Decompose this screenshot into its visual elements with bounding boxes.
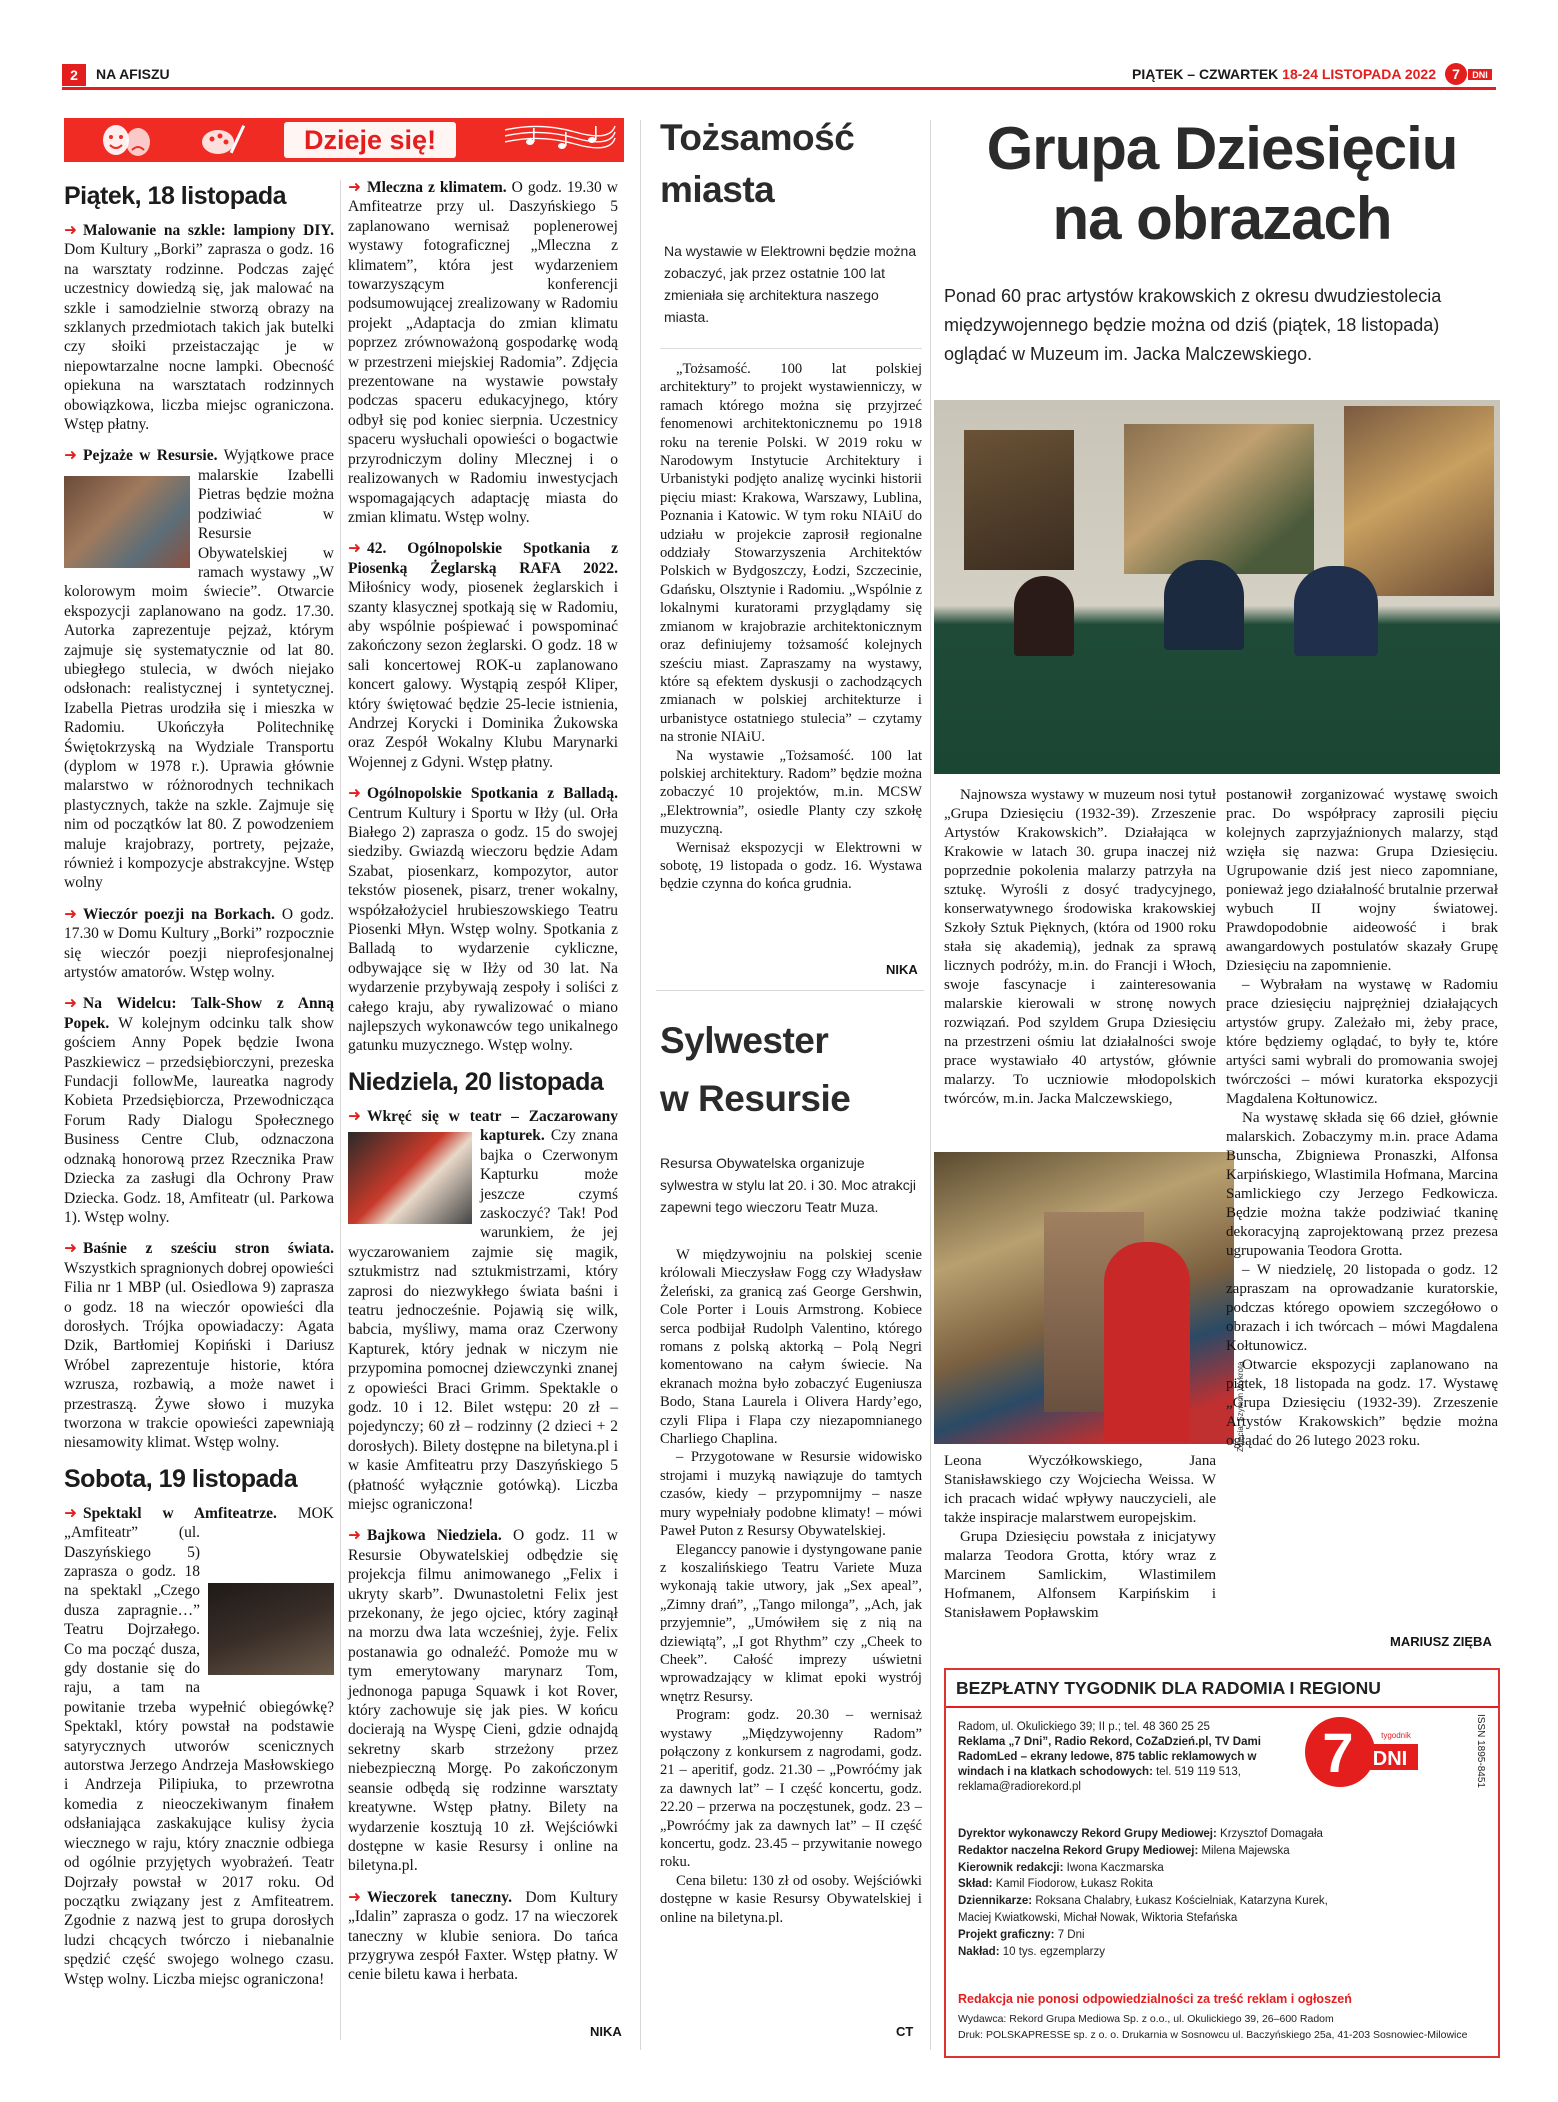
dateline-year: 2022 <box>1400 66 1436 82</box>
logo-number: 7 <box>1322 1721 1354 1784</box>
event-item: ➜ Mleczna z klimatem. O godz. 19.30 w Amfiteatrze przy ul. Daszyńskiego 5 zaplanowano wernisaż poplenerowej wystawy fotograficznej „Mleczna z klimatem”, która jest wydarzeniem towarzyszącym konferencji podsumowującej zrealizowany w Radomiu projekt „Adaptacja do zmian klimatu poprzez zrównoważoną gospodarkę wodą w przestrzeni miejskiej Radomia”. Zdjęcia prezentowane na wystawie powstały podczas spaceru edukacyjnego, który odbył się pod koniec sierpnia. Uczestnicy spaceru wysłuchali opowieści o bogactwie przyrodniczym doliny Mlecznej i o realizowanych w Radomiu inwestycjach wspomagających adaptację miasta do zmian klimatu. Wstęp wolny. <box>348 178 618 526</box>
grupa-col1-top: Najnowsza wystawy w muzeum nosi tytuł „Grupa Dziesięciu (1932-39). Zrzeszenie Artystów Krakowskich”. Działająca w Krakowie w latach 30. grupa inaczej niż poprzednie pokolenia malarzy patrzyła na sztukę. Wyrośli z dosyć tradycyjnego, konserwatywnego środowiska krakowskiej Szkoły Sztuk Pięknych, (która od 1900 roku stała się akademią), jednak za sprawą licznych podróży, m.in. do Francji i Włoch, swoje fascynacje i zainteresowania malarskie kierowali w stronę nowych rozwiązań. Pod szyldem Grupa Dziesięciu na przestrzeni ośmiu lat działalności swoje prace wystawiało 40 artystów, głównie malarzy. To uczniowie młodopolskich twórców, m.in. Jacka Malczewskiego, <box>944 787 1216 1107</box>
divider <box>660 348 922 349</box>
disclaimer: Redakcja nie ponosi odpowiedzialności za treść reklam i ogłoszeń <box>958 1992 1352 2006</box>
masthead-box <box>944 1668 1500 2058</box>
saturday-heading: Sobota, 19 listopada <box>64 1464 298 1493</box>
issn: ISSN 1895-8451 <box>1475 1714 1486 1788</box>
page-number: 2 <box>62 64 86 86</box>
top-bar <box>62 62 1496 90</box>
arrow-icon: ➜ <box>348 1106 361 1125</box>
event-item: ➜ Wieczorek taneczny. Dom Kultury „Idalin” zaprasza o godz. 17 na wieczorek taneczny w klubie seniora. Do tańca przygrywa zespół Faxter. Wstęp płatny. W cenie biletu kawa i herbata. <box>348 1887 619 1984</box>
banner-title: Dzieje się! <box>284 122 456 158</box>
column-rule <box>930 120 931 2050</box>
dateline-days: PIĄTEK – CZWARTEK <box>1132 66 1283 82</box>
arrow-icon: ➜ <box>64 1239 77 1258</box>
arrow-icon: ➜ <box>64 904 77 923</box>
svg-text:DNI: DNI <box>1472 70 1488 80</box>
painting-frame <box>1124 424 1314 574</box>
painting-photo <box>64 476 190 568</box>
person-silhouette <box>1164 560 1244 650</box>
arrow-icon: ➜ <box>64 994 77 1013</box>
logo-7dni-icon <box>1302 1714 1422 1790</box>
friday-events <box>64 221 334 1453</box>
music-notes-icon <box>500 120 620 160</box>
arrow-icon: ➜ <box>348 1887 361 1906</box>
staff-row: Projekt graficzny: 7 Dni <box>958 1928 1085 1941</box>
publisher-line: Wydawca: Rekord Grupa Mediowa Sp. z o.o., ul. Okulickiego 39, 26–600 Radom <box>958 2013 1334 2025</box>
person-silhouette <box>1014 576 1074 656</box>
svg-text:7: 7 <box>1452 66 1460 82</box>
print-line: Druk: POLSKAPRESSE sp. z o. o. Drukarnia w Sosnowcu ul. Baczyńskiego 25a, 41-203 Sosnowiec-Milowice <box>958 2029 1468 2041</box>
press-conference-photo <box>934 400 1500 774</box>
sylwester-deck: Resursa Obywatelska organizuje sylwestra w stylu lat 20. i 30. Moc atrakcji zapewni tego wieczoru Teatr Muza. <box>660 1155 916 1215</box>
arrow-icon: ➜ <box>348 178 361 196</box>
event-item: ➜ Bajkowa Niedziela. O godz. 11 w Resursie Obywatelskiej odbędzie się projekcja filmu animowanego „Felix i ukryty skarb”. Dwunastoletni Felix jest przekonany, że jego ojciec, który zaginął na morzu dwa lata wcześniej, żyje. Felix postanawia go odnaleźć. Pomoże mu w tym emerytowany marynarz Tom, jednonoga papuga Squawk i kot Rover, który zachowuje się jak pies. W końcu docierają na Wyspę Cieni, gdzie odnajdą sekretny skarb strzeżony przez niebezpieczną Morgę. Po zakończonym seansie odbędą się rodzinne warsztaty kreatywne. Wstęp płatny. Bilety na wydarzenie kosztują 10 zł. Wejściówki dostępne w kasie Resursy i online na biletyna.pl. <box>348 1526 619 1875</box>
staff-row: Skład: Kamil Fiodorow, Łukasz Rokita <box>958 1878 1153 1891</box>
sylwester-article <box>660 1012 922 1927</box>
events-banner <box>64 118 624 162</box>
events-column-1 <box>64 178 334 2001</box>
event-item: ➜ Malowanie na szkle: lampiony DIY. Dom Kultury „Borki” zaprasza o godz. 16 na warsztaty rodzinne. Podczas zajęć uczestnicy dowiedzą się, jak malować na szkle i samodzielnie stworzą obrazy na szklanych przedmiotach takich jak butelki czy słoiki przeistaczając je w niepowtarzalne nocne lampki. Obecność opiekuna na warsztatach rodzinnych obowiązkowa, liczba miejsc ograniczona. Wstęp płatny. <box>64 221 334 434</box>
sylwester-signature: CT <box>896 2024 914 2039</box>
tozsamosc-body: „Tożsamość. 100 lat polskiej architektury” to projekt wystawienniczy, w ramach którego można się przyjrzeć fenomenowi architektonicznemu po 1918 roku na terenie Polski. W 2019 roku w Narodowym Instytucie Architektury i Urbanistyki podjęto analizę wycinki historii pięciu miast: Krakowa, Warszawy, Lublina, Poznania i Katowic. W tym roku NIAiU do udziału w projekcie zaprosił regionalne oddziały Stowarzyszenia Architektów Polskich w Bydgoszczy, Łodzi, Szczecinie, Gdańsku, Olsztynie i Radomiu. „Wspólnie z lokalnymi kuratorami przyglądamy się zmianom w krajobrazie architektonicznym oraz definiujemy tożsamość kolejnych sześciu miast. Zapraszamy na wystawy, które są efektem dyskusji o zachodzących zmianach w polskiej architekturze i urbanistyce ostatniego stulecia” – czytamy na stronie NIAiU. Na wystawie „Tożsamość. 100 lat polskiej architektury. Radom” będzie można zobaczyć 10 projektów, m.in. MCSW „Elektrownia”, osiedle Planty czy szkołę muzyczną. Wernisaż ekspozycji w Elektrowni w sobotę, 19 listopada o godz. 16. Wystawa będzie czynna do końca grudnia. <box>660 361 922 893</box>
event-item: ➜ Ogólnopolskie Spotkania z Balladą. Centrum Kultury i Sportu w Iłży (ul. Orła Białego 2) zaprasza o godz. 15 do swojej siedziby. Gwiazdą wieczoru będzie Adam Szabat, piosenkarz, kompozytor, autor tekstów piosenek, pisarz, trener wokalny, współzałożyciel hrubieszowskiego Teatru Piosenki Młyn. Wstęp wolny. Spotkania z Balladą to wydarzenie cykliczne, odbywające się w Iłży od 30 lat. Na wydarzenie przybywają zespoły i soliści z całego kraju, aby rywalizować o miano najlepszych wykonawców tego unikalnego gatunku muzycznego. Wstęp wolny. <box>348 784 618 1055</box>
dateline-dates: 18-24 LISTOPADA <box>1282 66 1401 82</box>
contact-info: Radom, ul. Okulickiego 39; II p.; tel. 48 360 25 25 Reklama „7 Dni”, Radio Rekord, CoZaDzień.pl, TV Dami RadomLed – ekrany ledowe, 875 tablic reklamowych w windach i na klatkach schodowych: tel. 519 119 513, reklama@radiorekord.pl <box>958 1721 1261 1793</box>
event-item: ➜ 42. Ogólnopolskie Spotkania z Piosenką Żeglarską RAFA 2022. Miłośnicy wody, piosenek żeglarskich i szanty klasycznej spotkają się w Radomiu, aby wspólnie pośpiewać i powspominać zakończony sezon żeglarski. O godz. 18 w sali koncertowej ROK-u zaplanowano koncert galowy. Wystąpią zespół Kliper, który świętować będzie 25-lecie istnienia, Andrzej Korycki i Dominika Żukowska oraz Zespół Wokalny Klubu Marynarki Wojennej z Gdyni. Wstęp płatny. <box>348 539 618 771</box>
painting-frame <box>1344 406 1494 596</box>
staff-row: Nakład: 10 tys. egzemplarzy <box>958 1945 1106 1958</box>
sunday-events <box>348 1107 618 1985</box>
column-rule <box>640 120 641 2050</box>
puppet-photo <box>348 1132 472 1224</box>
event-item: ➜ Baśnie z sześciu stron świata. Wszystkich spragnionych dobrej opowieści Filia nr 1 MBP (ul. Osiedlowa 9) zaprasza o godz. 18 na wieczór opowieści dla dorosłych. Trójka opowiadaczy: Agata Dzik, Bartłomiej Kopiński i Dariusz Wróbel zaprezentuje historie, która wzrusza, rozbawią, a może nawet i przestraszą. Żywe słowo i muzyka tworzona w trakcie opowieści zapewniają niesamowity klimat. Wstęp wolny. <box>64 1239 334 1452</box>
sylwester-body: W międzywojniu na polskiej scenie królowali Mieczysław Fogg czy Władysław Żeleński, za granicą zaś George Gershwin, Cole Porter i Louis Armstrong. Kobiece serca podbijał Rudolph Valentino, którego romans z polską aktorką – Polą Negri komentowano na całym świecie. Na ekranach można było zobaczyć Eugeniusza Bodo, Stana Laurela i Olivera Hardy’ego, czyli Flipa i Flapa czy niezapomnianego Charliego Chaplina. – Przygotowane w Resursie widowisko strojami i muzyką nawiązuje do tamtych czasów, kiedy – przypomnijmy – nasze mury wypełniały podobne klimaty! – mówi Paweł Puton z Resursy Obywatelskiej. Eleganccy panowie i dystyngowane panie z koszalińskiego Teatru Variete Muza wykonają takie utwory, jak „Sex apeal”, „Zimny drań”, „Tango milonga”, „Ach, jak przyjemnie”, „Umówiłem się z nią na dziewiątą”, „I got Rhythm” czy „Cheek to Cheek”. Całość imprezy uświetni wprowadzający w klimat epoki wystrój wnętrz Resursy. Program: godz. 20.30 – wernisaż wystawy „Międzywojenny Radom” połączony z konkursem z nagrodami, godz. 21 – aperitif, godz. 21.30 – „Powróćmy jak za dawnych lat” – I część koncertu, godz. 22.20 – przerwa na poczęstunek, godz. 23 – „Powróćmy jak za dawnych lat” – II część koncertu, godz. 23.45 – przywitanie nowego roku. Cena biletu: 130 zł od osoby. Wejściówki dostępne w kasie Resursy Obywatelskiej i online na biletyna.pl. <box>660 1247 922 1926</box>
person-silhouette <box>1104 1242 1190 1442</box>
staff-list <box>958 1826 1478 1960</box>
curator-portrait-photo <box>934 1152 1234 1444</box>
tozsamosc-article <box>660 112 922 894</box>
person-silhouette <box>1294 566 1378 656</box>
staff-row: Redaktor naczelna Rekord Grupy Mediowej: Milena Majewska <box>958 1844 1290 1857</box>
theatre-photo <box>208 1583 334 1675</box>
event-item: ➜ Pejzaże w Resursie. Wyjątkowe prace malarskie Izabelli Pietras będzie można podziwiać w Resursie Obywatelskiej w ramach wystawy „W kolorowym moim świecie”. Otwarcie ekspozycji zaplanowano na godz. 17.30. Autorka zaprezentuje pejzaż, którym zajmuje się systematycznie od lat 80. ubiegłego stulecia, w dwóch niejako odsłonach: realistycznej i syntetycznej. Izabella Pietras urodziła się i mieszka w Radomiu. Ukończyła Politechnikę Świętokrzyską na Wydziale Transportu (dyplom w 1978 r.). Uprawia głównie malarstwo w różnorodnych technikach plastycznych, także na szkle. Zajmuje się nim od początków lat 80. Z powodzeniem maluje krajobrazy, portrety, pejzaże, również i kompozycje abstrakcyjne. Wstęp wolny <box>64 446 334 892</box>
arrow-icon: ➜ <box>64 1503 77 1522</box>
staff-row: Dziennikarze: Roksana Chalabry, Łukasz Kościelniak, Katarzyna Kurek, <box>958 1895 1328 1908</box>
event-item: ➜ Spektakl w Amfiteatrze. MOK „Amfiteatr” (ul. Daszyńskiego 5) zaprasza o godz. 18 na spektakl „Czego dusza zapragnie…” Teatru Dojrzałego. Co ma począć dusza, gdy dostanie się do raju, a tam na powitanie trzeba wypełnić obiegówkę? Spektakl, który powstał na podstawie satyrycznych utworów scenicznych autorstwa Jerzego Andrzeja Masłowskiego i Andrzeja Pilipiuka, to przewrotna komedia z nieoczekiwanym finałem odsłaniająca zaskakujące kulisy życia wiecznego w raju, który znacznie odbiega od ogólnie przyjętych wyobrażeń. Teatr Dojrzały powstał w 2017 roku. Od początku związany jest z Amfiteatrem. Zgodnie z nazwą jest to grupa dorosłych ludzi chcących twórczo i niebanalnie spędzić część swojego wolnego czasu. Wstęp wolny. Liczba miejsc ograniczona! <box>64 1503 334 1988</box>
event-item: ➜ Wkręć się w teatr – Zaczarowany kapturek. Czy znana bajka o Czerwonym Kapturku może jeszcze czymś zaskoczyć? Tak! Pod warunkiem, że jej wyczarowaniem zajmie się magik, sztukmistrz nad sztukmistrzami, który zaprosi do niezwykłego świata baśni i teatru jednocześnie. Pojawią się wilk, babcia, myśliwy, mama oraz Czerwony Kapturek, który jednak w niczym nie przypomina pomocnej dziewczynki znanej z opowieści Braci Grimm. Spektakle o godz. 10 i 12. Bilet wstępu: 20 zł – pojedynczy; 60 zł – rodzinny (2 dzieci + 2 dorosłych). Bilety dostępne na biletyna.pl i w kasie Amfiteatru przy Daszyńskiego 5 (płatność wyłącznie gotówką). Liczba miejsc ograniczona! <box>348 1106 618 1513</box>
events-signature: NIKA <box>590 2024 622 2039</box>
grupa-title: Grupa Dziesięciu na obrazach <box>986 115 1458 252</box>
column-rule <box>340 180 341 2040</box>
logo-tag: tygodnik <box>1381 1731 1411 1740</box>
arrow-icon: ➜ <box>64 221 77 239</box>
logo-7dni-icon <box>1444 62 1494 86</box>
tozsamosc-title: Tożsamość miasta <box>660 117 855 210</box>
arrow-icon: ➜ <box>64 446 77 465</box>
section-title: NA AFISZU <box>96 66 170 82</box>
grupa-signature: MARIUSZ ZIĘBA <box>1390 1634 1492 1649</box>
event-item: ➜ Wieczór poezji na Borkach. O godz. 17.30 w Domu Kultury „Borki” rozpocznie się wieczór poezji nieprofesjonalnej artystów amatorów. Wstęp wolny. <box>64 904 334 982</box>
masthead-heading: BEZPŁATNY TYGODNIK DLA RADOMIA I REGIONU <box>956 1678 1381 1698</box>
arrow-icon: ➜ <box>348 539 361 558</box>
saturday-events <box>348 178 618 1056</box>
logo-word: DNI <box>1372 1748 1408 1770</box>
saturday-events-start <box>64 1504 334 1989</box>
photo-credit: Zdjęcia: Szymon Wykrota <box>1236 1361 1245 1452</box>
arrow-icon: ➜ <box>348 784 361 803</box>
dateline <box>1132 66 1436 82</box>
tozsamosc-signature: NIKA <box>886 962 918 977</box>
event-item: ➜ Na Widelcu: Talk-Show z Anną Popek. W kolejnym odcinku talk show gościem Anny Popek będzie Iwona Paszkiewicz – przedsiębiorczyni, prezeska Fundacji followMe, laureatka nagrody Kobieta Przedsiębiorcza, Przewodnicząca Forum Rady Dialogu Społecznego Business Centre Club, odznaczona odznaką honorową przez Rzecznika Praw Dziecka za zasługi dla Ochrony Praw Dziecka. Godz. 18, Amfiteatr (ul. Parkowa 1). Wstęp wolny. <box>64 994 334 1226</box>
staff-row: Dyrektor wykonawczy Rekord Grupy Mediowej: Krzysztof Domagała <box>958 1828 1323 1840</box>
tozsamosc-deck: Na wystawie w Elektrowni będzie można zobaczyć, jak przez ostatnie 100 lat zmieniała się architektura naszego miasta. <box>664 243 917 325</box>
sunday-heading: Niedziela, 20 listopada <box>348 1067 604 1096</box>
grupa-deck: Ponad 60 prac artystów krakowskich z okresu dwudziestolecia międzywojennego będzie można od dziś (piątek, 18 listopada) oglądać w Muzeum im. Jacka Malczewskiego. <box>944 286 1442 364</box>
divider <box>946 1706 1498 1708</box>
staff-row: Kierownik redakcji: Iwona Kaczmarska <box>958 1861 1164 1874</box>
sylwester-title: Sylwester w Resursie <box>660 1020 851 1119</box>
divider <box>656 990 924 991</box>
friday-heading: Piątek, 18 listopada <box>64 182 287 210</box>
grupa-col1-bottom: Leona Wyczółkowskiego, Jana Stanisławskiego czy Wojciecha Weissa. W ich pracach widać wpływy nauczycieli, ale także inspiracje malarstwem europejskim. Grupa Dziesięciu powstała z inicjatywy malarza Teodora Grotta, który wraz z Marcinem Samlickim, Wlastimilem Hofmanem, Alfonsem Karpińskim i Stanisławem Popławskim <box>944 1453 1216 1621</box>
painting-frame <box>964 430 1074 570</box>
staff-row: Maciej Kwiatkowski, Michał Nowak, Wiktoria Stefańska <box>958 1911 1238 1924</box>
arrow-icon: ➜ <box>348 1526 361 1545</box>
grupa-col2: postanowił zorganizować wystawę swoich prac. Do współpracy zaprosili pięciu kolejnych zaprzyjaźnionych malarzy, stąd wzięła się nazwa: Grupa Dziesięciu. Ugrupowanie dziś jest nieco zapomniane, ponieważ jego działalność brutalnie przerwał wybuch II wojny światowej. Prawdopodobnie aideowość i brak awangardowych postulatów skazały Grupę Dziesięciu na zapomnienie. – Wybrałam na wystawę w Radomiu prace dziesięciu najprężniej działających artystów grupy. Zależało mi, żeby prace, które będziemy oglądać, to były te, które artyści sami wybrali do promowania swojej twórczości – mówi kuratorka ekspozycji Magdalena Kołtunowicz. Na wystawę składa się 66 dzieł, głównie malarskich. Zobaczymy m.in. prace Adama Bunscha, Zbigniewa Pronaszki, Alfonsa Karpińskiego, Wlastimila Hofmana, Marcina Samlickiego czy Jerzego Fedkowicza. Będzie można także podziwiać tkaninę dekoracyjną zaprojektowaną przez prezesa ugrupowania Teodora Grotta. – W niedzielę, 20 listopada o godz. 12 zapraszam na oprowadzanie kuratorskie, podczas którego opowiem szczegółowo o obrazach i ich twórcach – mówi Magdalena Kołtunowicz. Otwarcie ekspozycji zaplanowano na piątek, 18 listopada na godz. 17. Wystawę „Grupa Dziesięciu (1932-39). Zrzeszenie Artystów Krakowskich” będzie można oglądać do 26 lutego 2023 roku. <box>1226 787 1498 1449</box>
theatre-masks-icon <box>68 120 278 160</box>
events-column-2 <box>348 178 618 1997</box>
